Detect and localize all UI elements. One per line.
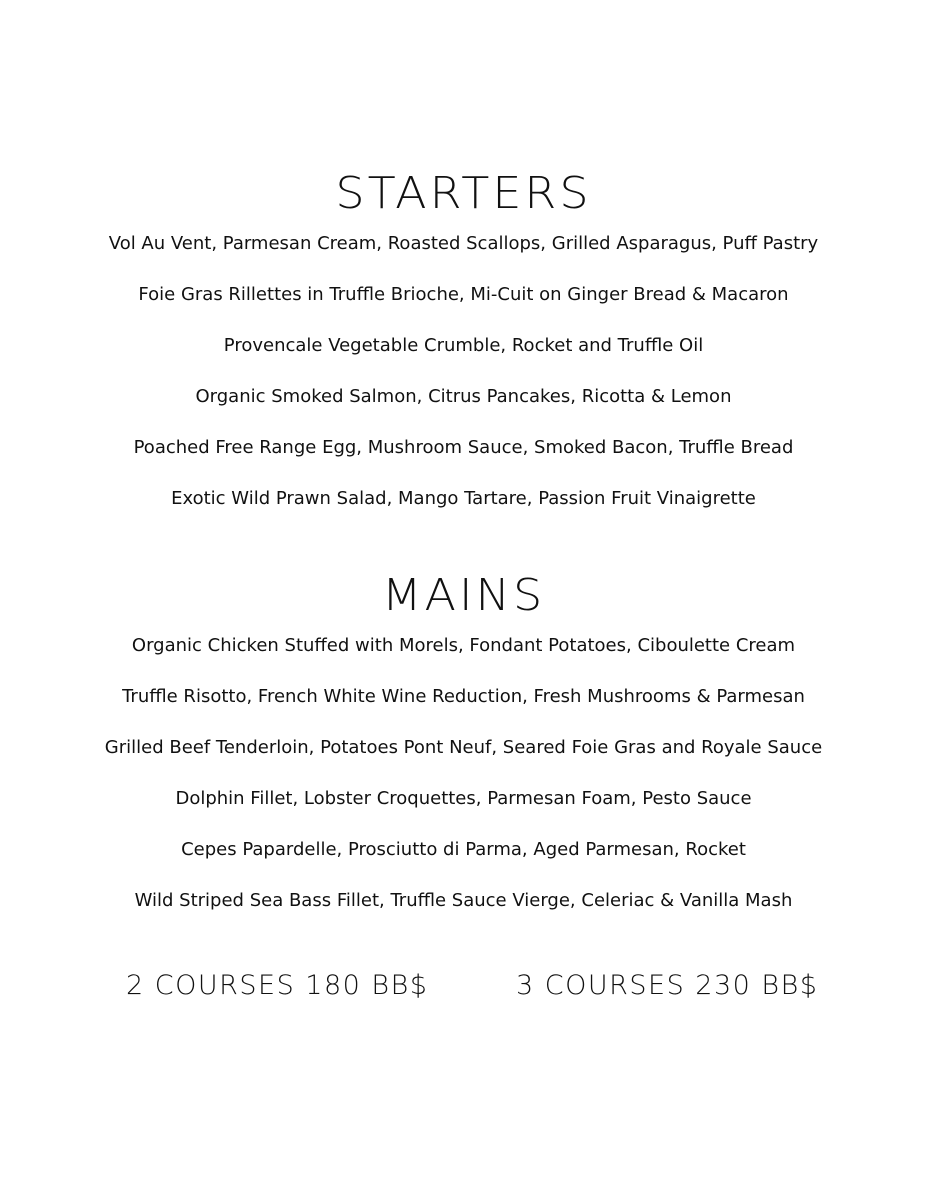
starters-list: [0, 230, 927, 536]
mains-heading: MAINS: [381, 569, 546, 621]
main-item: Dolphin Fillet, Lobster Croquettes, Parmesan Foam, Pesto Sauce: [175, 788, 752, 809]
starter-item: Exotic Wild Prawn Salad, Mango Tartare, Passion Fruit Vinaigrette: [171, 488, 756, 509]
main-item: Truffle Risotto, French White Wine Reduction, Fresh Mushrooms & Parmesan: [122, 686, 805, 707]
starters-heading: STARTERS: [335, 167, 592, 219]
three-courses-price: 3 COURSES 230 BB$: [516, 970, 819, 1001]
price-row: [0, 968, 927, 1008]
starter-item: Provencale Vegetable Crumble, Rocket and Truffle Oil: [223, 335, 704, 356]
main-item: Grilled Beef Tenderloin, Potatoes Pont Neuf, Seared Foie Gras and Royale Sauce: [104, 737, 823, 758]
starter-item: Poached Free Range Egg, Mushroom Sauce, Smoked Bacon, Truffle Bread: [133, 437, 794, 458]
starter-item: Organic Smoked Salmon, Citrus Pancakes, Ricotta & Lemon: [195, 386, 732, 407]
two-courses-price: 2 COURSES 180 BB$: [126, 970, 429, 1001]
starter-item: Vol Au Vent, Parmesan Cream, Roasted Scallops, Grilled Asparagus, Puff Pastry: [108, 233, 819, 254]
starter-item: Foie Gras Rillettes in Truffle Brioche, Mi-Cuit on Ginger Bread & Macaron: [138, 284, 789, 305]
main-item: Wild Striped Sea Bass Fillet, Truffle Sauce Vierge, Celeriac & Vanilla Mash: [134, 890, 793, 911]
mains-list: [0, 632, 927, 938]
main-item: Organic Chicken Stuffed with Morels, Fondant Potatoes, Ciboulette Cream: [131, 635, 796, 656]
main-item: Cepes Papardelle, Prosciutto di Parma, Aged Parmesan, Rocket: [181, 839, 746, 860]
